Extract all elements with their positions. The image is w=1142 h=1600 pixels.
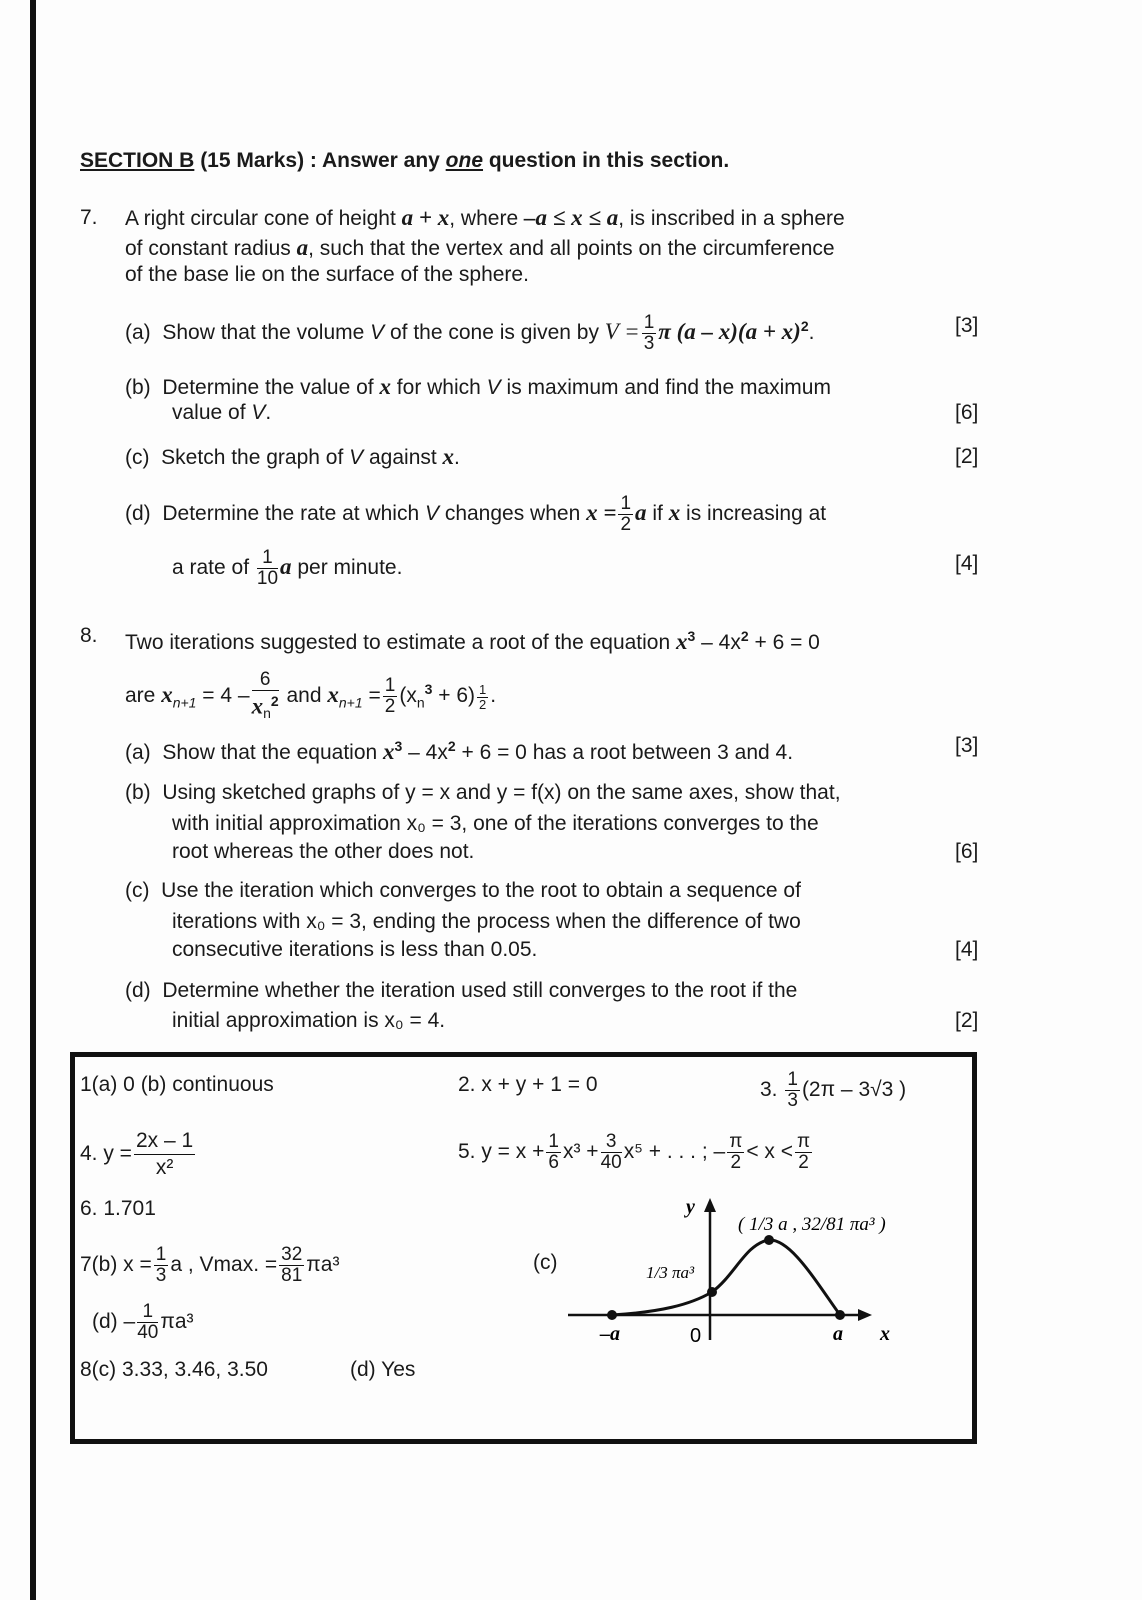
q8a: (a) Show that the equation $x^3 - 4x^2 + 6 = 0$ has a root between 3 and 4. [125, 738, 794, 764]
answer-3: 3. $\frac{1}{3}$ (2π – 3√3 ) [760, 1069, 907, 1111]
answer-1: 1(a) 0 (b) continuous [80, 1073, 274, 1096]
x-axis-arrow-icon [858, 1309, 872, 1321]
q7b-marks: [6] [955, 401, 979, 424]
graph-label: (c) [533, 1251, 558, 1274]
q8d-marks: [2] [955, 1009, 979, 1032]
q7d-line2: a rate of $\frac{1}{10}$ a per minute. [172, 547, 403, 589]
a-label: a [833, 1323, 843, 1345]
neg-a-label: –a [600, 1323, 620, 1345]
q7b: (b) Determine the value of x for which V is maximum and find the maximum [125, 374, 831, 399]
answer-7b: 7(b) x = $\frac{1}{3}$ a , Vmax. = $\frac{32}{81}$ πa³ [80, 1244, 340, 1286]
answer-8c: 8(c) 3.33, 3.46, 3.50 [80, 1358, 268, 1381]
q8d: (d) Determine whether the iteration used still converges to the root if the [125, 979, 798, 1002]
q8c-line2: iterations with x₀ = 3, ending the process when the difference of two [172, 910, 801, 933]
q8b-line2: with initial approximation x₀ = 3, one of the iterations converges to the [172, 812, 819, 835]
answer-4: 4. y = $\frac{2x - 1}{\text{x²}}$ [80, 1129, 194, 1179]
q7-line1: A right circular cone of height a + x, where –a ≤ x ≤ a, is inscribed in a sphere [125, 205, 845, 230]
q8-line1: Two iterations suggested to estimate a root of the equation $x^3 - 4x^2 + 6 = 0$ [125, 628, 820, 654]
q7c-marks: [2] [955, 445, 979, 468]
q7a: (a) Show that the volume V of the cone is given by V = $\frac{1}{3}$ π $(a - x)(a + x)^2$. [125, 312, 815, 354]
answer-5: 5. y = x + $\frac{1}{6}$ x³ + $\frac{3}{40}$ x⁵ + . . . ; – $\frac{\pi}{2}$ < x < $\frac{\pi}{2}$ [458, 1131, 811, 1173]
q8c-marks: [4] [955, 938, 979, 961]
q8b-marks: [6] [955, 840, 979, 863]
q8a-marks: [3] [955, 734, 979, 757]
point-neg-a [607, 1310, 617, 1320]
answer-7d: (d) – $\frac{1}{40}$ πa³ [92, 1301, 194, 1343]
q8c-line3: consecutive iterations is less than 0.05. [172, 938, 538, 961]
q7d-marks: [4] [955, 552, 979, 575]
point-max [764, 1235, 774, 1245]
q8b: (b) Using sketched graphs of y = x and y = f(x) on the same axes, show that, [125, 781, 841, 804]
q7-line3: of the base lie on the surface of the sphere. [125, 263, 529, 286]
q8-iterations: are $x_{n+1} = 4$ – $\frac{6}{x_n^2}$ and $x_{n+1}$ = $\frac{1}{2}$ $(x_n^3 + 6)$ $\frac{1}{2}$ . [125, 669, 497, 722]
point-intercept [707, 1287, 717, 1297]
q8b-line3: root whereas the other does not. [172, 840, 475, 863]
q7-number: 7. [80, 206, 98, 229]
origin-label: 0 [690, 1325, 702, 1347]
answer-8d: (d) Yes [350, 1358, 416, 1381]
q7a-marks: [3] [955, 314, 979, 337]
y-axis-arrow-icon [704, 1198, 716, 1212]
q7d: (d) Determine the rate at which V changes when x = $\frac{1}{2}$ a if x is increasing at [125, 493, 827, 535]
q8d-line2: initial approximation is x₀ = 4. [172, 1009, 446, 1032]
q7b-line2: value of V. [172, 401, 272, 424]
answer-2: 2. x + y + 1 = 0 [458, 1073, 598, 1096]
q7c: (c) Sketch the graph of V against x. [125, 444, 460, 469]
max-point-label: ( 1/3 a , 32/81 πa³ ) [738, 1214, 886, 1235]
point-a [835, 1310, 845, 1320]
section-header: SECTION B (15 Marks) : Answer any one question in this section. [80, 149, 730, 172]
answer-6: 6. 1.701 [80, 1197, 156, 1220]
y-axis-label: y [686, 1196, 695, 1218]
q8c: (c) Use the iteration which converges to the root to obtain a sequence of [125, 879, 801, 902]
x-axis-label: x [880, 1323, 890, 1345]
q7-line2: of constant radius a, such that the vertex and all points on the circumference [125, 235, 835, 260]
intercept-label: 1/3 πa³ [646, 1263, 695, 1282]
q8-number: 8. [80, 624, 98, 647]
